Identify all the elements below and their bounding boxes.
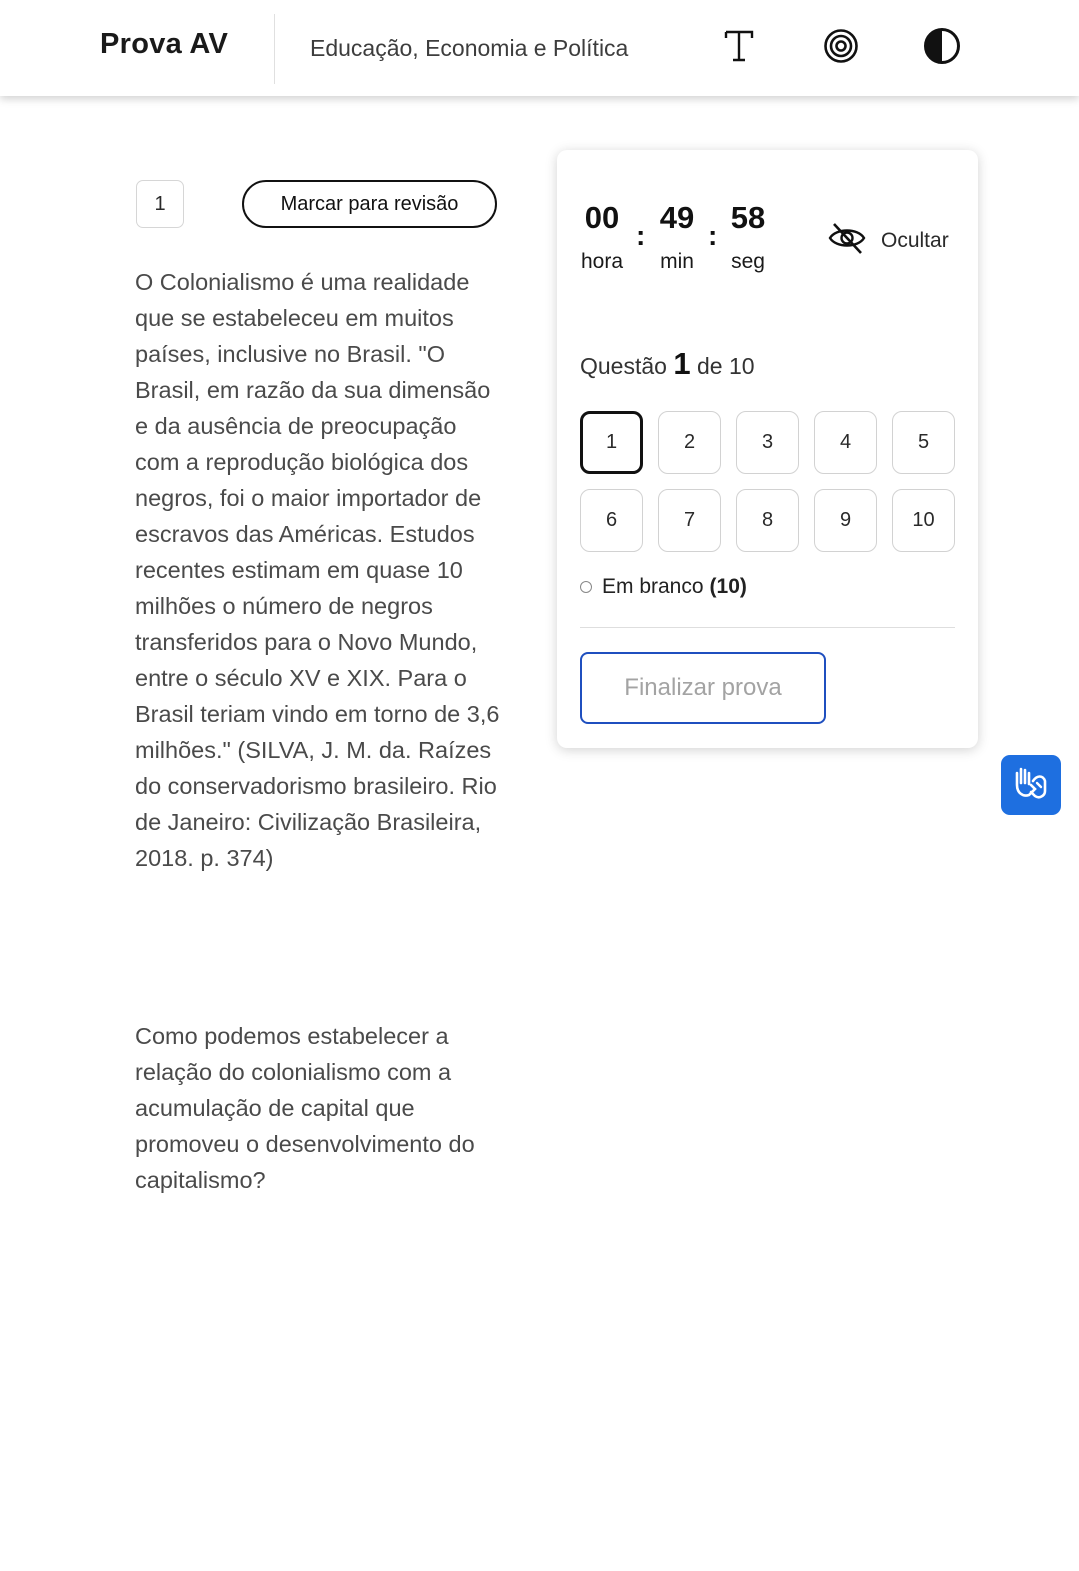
question-nav-button[interactable]: 9	[814, 489, 877, 552]
question-nav-button[interactable]: 1	[580, 411, 643, 474]
course-title: Educação, Economia e Política	[310, 35, 629, 61]
question-progress-suffix: de 10	[696, 353, 755, 379]
timer-minutes-label: min	[660, 250, 694, 273]
timer-separator: :	[708, 220, 718, 251]
blank-count: (10)	[709, 575, 747, 598]
blank-dot-icon	[580, 581, 592, 593]
hide-timer-label: Ocultar	[881, 228, 949, 252]
question-nav-button[interactable]: 2	[658, 411, 721, 474]
timer-hours-label: hora	[580, 250, 624, 273]
question-statement: O Colonialismo é uma realidade que se estabeleceu em muitos países, inclusive no Brasil. "O Brasil, em razão da sua dimensão e da ausência de preocupação com a reprodução biológica dos negros, foi o maior importador de escravos das Américas. Estudos recentes estimam em quase 10 milhões o número de negros transferidos para o Novo Mundo, entre o século XV e XIX. Para o Brasil teriam vindo em torno de 3,6 milhões." (SILVA, J. M. da. Raízes do conservadorismo brasileiro. Rio de Janeiro: Civilização Brasileira, 2018. p. 374)	[135, 269, 500, 871]
mark-for-review-button[interactable]: Marcar para revisão	[242, 180, 497, 228]
exam-panel	[557, 150, 978, 748]
question-progress-prefix: Questão	[580, 353, 667, 379]
question-nav-button[interactable]: 8	[736, 489, 799, 552]
contrast-icon[interactable]	[920, 24, 964, 68]
question-nav-button[interactable]: 4	[814, 411, 877, 474]
header-divider	[274, 14, 275, 84]
brand-title: Prova AV	[100, 28, 229, 60]
question-progress	[580, 346, 755, 382]
timer-seconds: 58	[730, 200, 766, 235]
font-size-icon[interactable]	[717, 24, 761, 68]
target-icon[interactable]	[819, 24, 863, 68]
blank-label: Em branco	[602, 575, 704, 598]
question-nav-button[interactable]: 10	[892, 489, 955, 552]
hide-timer-button[interactable]	[827, 220, 949, 261]
question-nav-button[interactable]: 7	[658, 489, 721, 552]
timer-minutes: 49	[659, 200, 695, 235]
eye-off-icon	[827, 220, 867, 261]
sign-language-hands-icon	[1011, 763, 1051, 808]
question-nav-button[interactable]: 3	[736, 411, 799, 474]
blank-legend	[580, 575, 747, 599]
question-prompt: Como podemos estabelecer a relação do colonialismo com a acumulação de capital que promoveu o desenvolvimento do capitalismo?	[135, 1023, 475, 1193]
top-header	[0, 0, 1079, 96]
timer-seconds-label: seg	[731, 250, 765, 273]
timer-separator: :	[636, 220, 646, 251]
libras-accessibility-button[interactable]	[1001, 755, 1061, 815]
question-progress-current: 1	[673, 346, 691, 381]
question-number: 1	[136, 180, 184, 228]
question-nav-button[interactable]: 5	[892, 411, 955, 474]
panel-divider	[580, 627, 955, 628]
question-nav-button[interactable]: 6	[580, 489, 643, 552]
finish-exam-button[interactable]: Finalizar prova	[580, 652, 826, 724]
timer-hours: 00	[584, 200, 620, 235]
